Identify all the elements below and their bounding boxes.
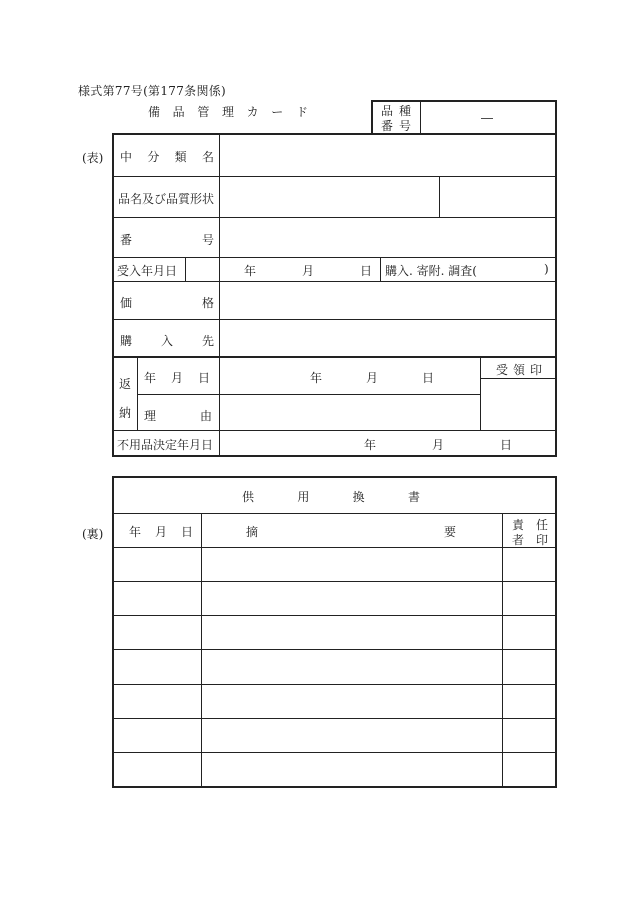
card-title-char: カ <box>246 105 259 119</box>
label-char: 受 <box>496 363 509 377</box>
col-header-seal-bottom <box>512 531 548 548</box>
label-char: 月 <box>170 371 183 385</box>
day-unit: 日 <box>421 371 434 385</box>
back-side-label: (裏) <box>82 527 104 541</box>
label-char: 年 <box>144 371 157 385</box>
label-char: 中 <box>120 150 133 164</box>
table-row[interactable] <box>114 548 555 581</box>
price-field[interactable] <box>221 283 554 318</box>
row-line <box>114 513 555 514</box>
supplier-field[interactable] <box>221 321 554 355</box>
label-char: 領 <box>512 363 525 377</box>
card-title-char: ー <box>271 105 284 119</box>
label-char: 号 <box>201 233 214 247</box>
label-char: 由 <box>199 409 212 423</box>
header-char: 者 <box>512 533 525 547</box>
year-unit: 年 <box>244 264 257 278</box>
year-unit: 年 <box>310 371 323 385</box>
category-field[interactable] <box>221 136 554 175</box>
receipt-seal-field[interactable] <box>482 380 554 429</box>
col-line <box>219 257 220 281</box>
acquisition-method[interactable]: 購入. 寄附. 調査( <box>385 264 477 278</box>
price-label <box>120 294 214 311</box>
item-type-number-box <box>371 100 557 135</box>
col-line <box>380 257 381 281</box>
row-line <box>480 378 555 379</box>
back-title <box>242 488 420 505</box>
card-title <box>148 103 308 120</box>
label-char: 分 <box>147 150 160 164</box>
col-line <box>219 430 220 455</box>
header-char: 月 <box>154 525 167 539</box>
col-line <box>185 257 186 281</box>
month-unit: 月 <box>431 438 444 452</box>
header-char: 年 <box>129 525 142 539</box>
day-unit: 日 <box>359 264 372 278</box>
header-char: 要 <box>443 525 456 539</box>
front-card-table <box>112 133 557 457</box>
number-label <box>120 231 214 248</box>
form-number: 様式第77号(第177条関係) <box>78 84 227 98</box>
label-char: 番 <box>381 119 394 133</box>
title-char: 書 <box>407 490 420 504</box>
card-title-char: 管 <box>197 105 210 119</box>
label-char: 種 <box>398 104 411 118</box>
col-line <box>137 356 138 430</box>
col-line <box>219 281 220 356</box>
header-char: 任 <box>535 518 548 532</box>
label-char: 類 <box>174 150 187 164</box>
item-type-label <box>381 103 411 118</box>
month-unit: 月 <box>301 264 314 278</box>
return-date-units[interactable] <box>310 369 434 386</box>
row-line <box>114 319 555 320</box>
supplier-label <box>120 332 214 349</box>
item-number-label <box>381 118 411 133</box>
header-char: 日 <box>180 525 193 539</box>
header-char: 摘 <box>246 525 259 539</box>
number-field[interactable] <box>221 219 554 256</box>
label-char: 印 <box>529 363 542 377</box>
row-line-bold <box>114 356 555 358</box>
return-reason-field[interactable] <box>221 396 479 429</box>
day-unit: 日 <box>499 438 512 452</box>
disposal-date-units[interactable] <box>364 436 512 453</box>
table-row[interactable] <box>114 685 555 718</box>
receipt-date-label: 受入年月日 <box>117 264 178 278</box>
row-line <box>114 176 555 177</box>
header-char: 印 <box>535 533 548 547</box>
card-title-char: 理 <box>221 105 234 119</box>
receipt-date-units[interactable] <box>244 262 372 279</box>
label-char: 価 <box>120 296 133 310</box>
table-row[interactable] <box>114 719 555 752</box>
row-line <box>114 257 555 258</box>
card-title-char: 品 <box>172 105 185 119</box>
table-row[interactable] <box>114 650 555 684</box>
divider <box>420 102 421 135</box>
return-date-label <box>144 369 210 386</box>
return-label-top: 返 <box>119 377 132 391</box>
acquisition-close: ) <box>544 262 549 276</box>
col-line <box>480 356 481 430</box>
title-char: 換 <box>352 490 365 504</box>
label-char: 格 <box>201 296 214 310</box>
label-char: 番 <box>120 233 133 247</box>
table-row[interactable] <box>114 616 555 649</box>
year-unit: 年 <box>364 438 377 452</box>
row-line <box>114 281 555 282</box>
col-line <box>439 176 440 217</box>
label-char: 日 <box>197 371 210 385</box>
item-name-label: 品名及び品質形状 <box>118 192 215 206</box>
label-char: 号 <box>398 119 411 133</box>
title-char: 供 <box>242 490 255 504</box>
disposal-date-label: 不用品決定年月日 <box>117 438 214 452</box>
back-card-table <box>112 476 557 788</box>
label-char: 入 <box>160 334 173 348</box>
col-header-date <box>129 523 193 540</box>
table-row[interactable] <box>114 582 555 615</box>
label-char: 名 <box>201 150 214 164</box>
row-line <box>137 394 480 395</box>
return-reason-label <box>144 407 212 424</box>
label-char: 先 <box>201 334 214 348</box>
col-line <box>219 356 220 430</box>
label-char: 理 <box>144 409 157 423</box>
month-unit: 月 <box>365 371 378 385</box>
return-label-bottom: 納 <box>119 406 132 420</box>
table-row[interactable] <box>114 753 555 786</box>
item-type-number-value[interactable]: ― <box>481 111 493 125</box>
receipt-seal-label <box>496 361 542 378</box>
item-quality-field[interactable] <box>441 178 554 216</box>
card-title-char: ド <box>295 105 308 119</box>
category-label <box>120 148 214 165</box>
col-header-summary <box>246 523 456 540</box>
row-line <box>114 217 555 218</box>
title-char: 用 <box>297 490 310 504</box>
row-line <box>114 430 555 431</box>
label-char: 品 <box>381 104 394 118</box>
label-char: 購 <box>120 334 133 348</box>
card-title-char: 備 <box>148 105 161 119</box>
col-line <box>219 135 220 257</box>
header-char: 責 <box>512 518 525 532</box>
front-side-label: (表) <box>82 151 104 165</box>
item-name-field[interactable] <box>221 178 438 216</box>
